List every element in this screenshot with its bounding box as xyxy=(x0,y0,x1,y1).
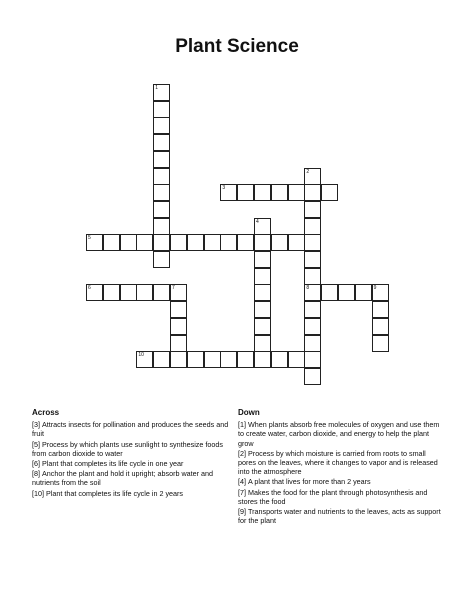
clue-item xyxy=(238,477,444,486)
grid-cell[interactable] xyxy=(153,201,170,218)
down-heading: Down xyxy=(238,408,260,417)
grid-cell[interactable] xyxy=(271,234,288,251)
clue-number: 3 xyxy=(222,185,226,192)
clue-item-number: [1] xyxy=(238,420,246,430)
clue-item-number: [9] xyxy=(238,507,246,517)
clue-item-text: Transports water and nutrients to the leaves, acts as support for the plant xyxy=(238,507,441,526)
grid-cell[interactable] xyxy=(288,184,305,201)
grid-cell[interactable] xyxy=(372,318,389,335)
grid-cell[interactable] xyxy=(170,234,187,251)
grid-cell[interactable] xyxy=(153,84,170,101)
grid-cell[interactable] xyxy=(304,335,321,352)
grid-cell[interactable] xyxy=(103,234,120,251)
grid-cell[interactable] xyxy=(372,335,389,352)
grid-cell[interactable] xyxy=(254,251,271,268)
clue-item-number: [5] xyxy=(32,439,40,449)
grid-cell[interactable] xyxy=(136,234,153,251)
grid-cell[interactable] xyxy=(220,184,237,201)
clue-item-text: Makes the food for the plant through photosynthesis and stores the food xyxy=(238,487,428,506)
grid-cell[interactable] xyxy=(254,301,271,318)
clue-item xyxy=(238,449,444,477)
grid-cell[interactable] xyxy=(120,234,137,251)
grid-cell[interactable] xyxy=(254,351,271,368)
grid-cell[interactable] xyxy=(204,234,221,251)
grid-cell[interactable] xyxy=(304,168,321,185)
down-clues xyxy=(238,408,444,526)
clue-number: 8 xyxy=(306,285,310,292)
grid-cell[interactable] xyxy=(136,284,153,301)
grid-cell[interactable] xyxy=(136,351,153,368)
grid-cell[interactable] xyxy=(237,184,254,201)
grid-cell[interactable] xyxy=(355,284,372,301)
grid-cell[interactable] xyxy=(254,234,271,251)
across-clue-list xyxy=(32,420,230,498)
grid-cell[interactable] xyxy=(153,101,170,118)
clue-item-number: [4] xyxy=(238,477,246,487)
grid-cell[interactable] xyxy=(187,351,204,368)
grid-cell[interactable] xyxy=(372,301,389,318)
grid-cell[interactable] xyxy=(254,268,271,285)
grid-cell[interactable] xyxy=(187,234,204,251)
grid-cell[interactable] xyxy=(338,284,355,301)
grid-cell[interactable] xyxy=(153,218,170,235)
clue-item-text: When plants absorb free molecules of oxygen and use them to create water, carbon dioxide, and energy to help the plant grow xyxy=(238,420,440,448)
grid-cell[interactable] xyxy=(170,318,187,335)
grid-cell[interactable] xyxy=(153,117,170,134)
down-clue-list xyxy=(238,420,444,525)
grid-cell[interactable] xyxy=(304,268,321,285)
grid-cell[interactable] xyxy=(170,335,187,352)
grid-cell[interactable] xyxy=(304,351,321,368)
grid-cell[interactable] xyxy=(254,218,271,235)
grid-cell[interactable] xyxy=(304,368,321,385)
grid-cell[interactable] xyxy=(86,284,103,301)
grid-cell[interactable] xyxy=(304,301,321,318)
grid-cell[interactable] xyxy=(153,251,170,268)
clue-item xyxy=(32,440,230,458)
grid-cell[interactable] xyxy=(103,284,120,301)
grid-cell[interactable] xyxy=(288,351,305,368)
grid-cell[interactable] xyxy=(304,218,321,235)
clue-item-text: Plant that completes its life cycle in 2 years xyxy=(46,488,184,498)
clue-item-number: [7] xyxy=(238,487,246,497)
grid-cell[interactable] xyxy=(86,234,103,251)
clue-item-number: [8] xyxy=(32,469,40,479)
grid-cell[interactable] xyxy=(153,351,170,368)
grid-cell[interactable] xyxy=(153,134,170,151)
grid-cell[interactable] xyxy=(170,301,187,318)
puzzle-title: Plant Science xyxy=(175,36,299,57)
across-heading: Across xyxy=(32,408,60,417)
clue-item-text: Plant that completes its life cycle in one year xyxy=(42,459,184,469)
grid-cell[interactable] xyxy=(372,284,389,301)
grid-cell[interactable] xyxy=(153,284,170,301)
clue-number: 6 xyxy=(88,285,91,292)
grid-cell[interactable] xyxy=(304,184,321,201)
grid-cell[interactable] xyxy=(170,351,187,368)
grid-cell[interactable] xyxy=(237,351,254,368)
clue-number: 9 xyxy=(373,285,377,292)
grid-cell[interactable] xyxy=(153,234,170,251)
clue-item xyxy=(32,459,230,468)
grid-cell[interactable] xyxy=(304,201,321,218)
clue-number: 1 xyxy=(155,85,158,91)
clue-number: 10 xyxy=(138,352,144,359)
grid-cell[interactable] xyxy=(170,284,187,301)
grid-cell[interactable] xyxy=(153,184,170,201)
grid-cell[interactable] xyxy=(204,351,221,368)
grid-cell[interactable] xyxy=(220,234,237,251)
clue-item xyxy=(238,507,444,525)
clue-item-number: [3] xyxy=(32,420,40,430)
clue-item xyxy=(32,469,230,487)
grid-cell[interactable] xyxy=(120,284,137,301)
clue-item-text: Anchor the plant and hold it upright; absorb water and nutrients from the soil xyxy=(32,469,214,488)
clue-item-text: A plant that lives for more than 2 years xyxy=(248,477,371,487)
grid-cell[interactable] xyxy=(220,351,237,368)
grid-cell[interactable] xyxy=(153,151,170,168)
grid-cell[interactable] xyxy=(237,234,254,251)
grid-cell[interactable] xyxy=(288,234,305,251)
grid-cell[interactable] xyxy=(304,251,321,268)
clue-item-number: [2] xyxy=(238,448,246,458)
clue-item xyxy=(238,488,444,506)
grid-cell[interactable] xyxy=(321,184,338,201)
clue-item-text: Process by which plants use sunlight to synthesize foods from carbon dioxide to water xyxy=(32,439,223,458)
grid-cell[interactable] xyxy=(304,234,321,251)
grid-cell[interactable] xyxy=(254,284,271,301)
clue-number: 2 xyxy=(306,168,310,175)
grid-cell[interactable] xyxy=(271,184,288,201)
grid-cell[interactable] xyxy=(271,351,288,368)
grid-cell[interactable] xyxy=(254,318,271,335)
clue-item-text: Process by which moisture is carried from roots to small pores on the leaves, where it changes to vapor and is released into the atmosphere xyxy=(238,448,438,477)
clue-item-number: [6] xyxy=(32,459,40,469)
clue-item xyxy=(238,420,444,448)
clue-number: 5 xyxy=(88,235,91,242)
grid-cell[interactable] xyxy=(153,168,170,185)
grid-cell[interactable] xyxy=(321,284,338,301)
grid-cell[interactable] xyxy=(254,184,271,201)
clue-number: 4 xyxy=(256,218,259,225)
across-clues xyxy=(32,408,230,499)
grid-cell[interactable] xyxy=(304,284,321,301)
clue-item xyxy=(32,420,230,438)
grid-cell[interactable] xyxy=(304,318,321,335)
clue-number: 7 xyxy=(172,285,175,292)
clue-item-text: Attracts insects for pollination and produces the seeds and fruit xyxy=(32,420,229,439)
grid-cell[interactable] xyxy=(254,335,271,352)
clue-item xyxy=(32,489,230,498)
clue-item-number: [10] xyxy=(32,488,44,498)
